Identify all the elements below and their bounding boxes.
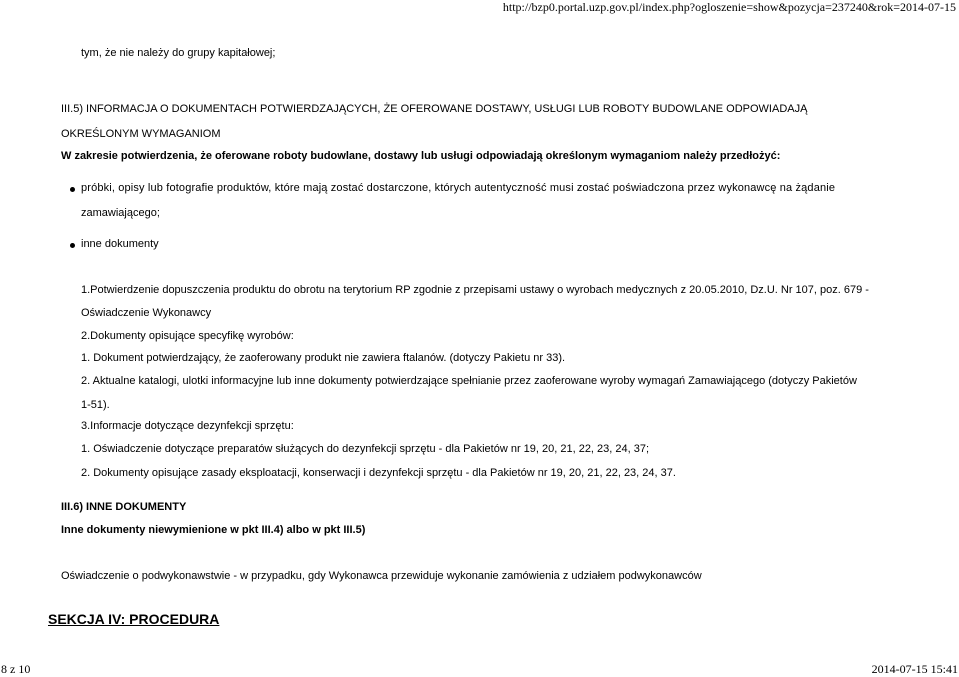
detail-line: 3.Informacje dotyczące dezynfekcji sprzętu: <box>81 420 294 432</box>
section-iii6-text: Oświadczenie o podwykonawstwie - w przypadku, gdy Wykonawca przewiduje wykonanie zamówienia z udziałem podwykonawców <box>61 570 702 582</box>
detail-line: 1-51). <box>81 399 110 411</box>
bullet-item-line1: inne dokumenty <box>81 238 159 250</box>
detail-line: 2. Dokumenty opisujące zasady eksploatacji, konserwacji i dezynfekcji sprzętu - dla Pakietów nr 19, 20, 21, 22, 23, 24, 37. <box>81 467 676 479</box>
section-iv-heading: SEKCJA IV: PROCEDURA <box>48 611 220 627</box>
bullet-dot-icon <box>70 187 75 192</box>
detail-line: 2.Dokumenty opisujące specyfikę wyrobów: <box>81 330 294 342</box>
detail-line: 1. Dokument potwierdzający, że zaoferowany produkt nie zawiera ftalanów. (dotyczy Pakietu nr 33). <box>81 352 566 364</box>
page-url: http://bzp0.portal.uzp.gov.pl/index.php?ogloszenie=show&pozycja=237240&rok=2014-07-15 <box>502 0 956 14</box>
section-iii5-heading-line2: OKREŚLONYM WYMAGANIOM <box>61 128 221 140</box>
detail-line: 2. Aktualne katalogi, ulotki informacyjne lub inne dokumenty potwierdzające spełnianie przez zaoferowane wyroby wymagań Zamawiającego (dotyczy Pakietów <box>81 375 857 387</box>
section-iii5-heading-line1: III.5) INFORMACJA O DOKUMENTACH POTWIERDZAJĄCYCH, ŻE OFEROWANE DOSTAWY, USŁUGI LUB ROBOTY BUDOWLANE ODPOWIADAJĄ <box>61 103 808 115</box>
section-iii6-heading: III.6) INNE DOKUMENTY <box>61 501 187 513</box>
print-timestamp: 2014-07-15 15:41 <box>871 662 958 676</box>
bullet-item-line1: próbki, opisy lub fotografie produktów, które mają zostać dostarczone, których autentyczność musi zostać poświadczona przez wykonawcę na żądanie <box>81 182 836 194</box>
detail-line: 1. Oświadczenie dotyczące preparatów służących do dezynfekcji sprzętu - dla Pakietów nr 19, 20, 21, 22, 23, 24, 37; <box>81 443 650 455</box>
section-iii6-subheading: Inne dokumenty niewymienione w pkt III.4) albo w pkt III.5) <box>61 524 366 536</box>
bullet-dot-icon <box>70 243 75 248</box>
detail-line: 1.Potwierdzenie dopuszczenia produktu do obrotu na terytorium RP zgodnie z przepisami ustawy o wyrobach medycznych z 20.05.2010, Dz.U. Nr 107, poz. 679 - <box>81 284 869 296</box>
top-line: tym, że nie należy do grupy kapitałowej; <box>81 47 276 59</box>
bullet-item-line2: zamawiającego; <box>81 207 160 219</box>
section-iii5-intro: W zakresie potwierdzenia, że oferowane roboty budowlane, dostawy lub usługi odpowiadają określonym wymaganiom należy przedłożyć: <box>61 150 781 162</box>
page-number: 8 z 10 <box>1 662 31 676</box>
detail-line: Oświadczenie Wykonawcy <box>81 307 212 319</box>
